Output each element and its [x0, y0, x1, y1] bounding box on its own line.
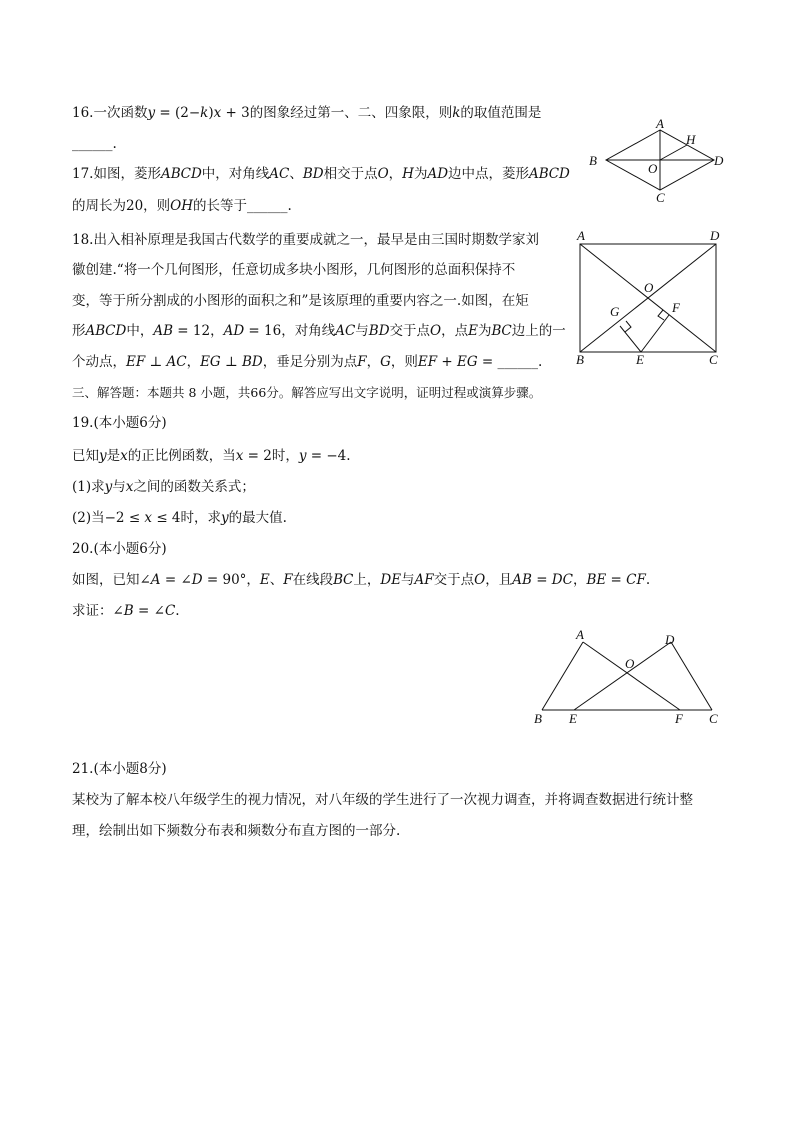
section-3-heading: 三、解答题：本题共 8 小题，共66分。解答应写出文字说明，证明过程或演算步骤。 [72, 385, 542, 400]
segment-de [574, 642, 671, 710]
q18-line-1: 18.出入相补原理是我国古代数学的重要成就之一，最早是由三国时期数学家刘 [72, 232, 539, 248]
segment-eg [620, 326, 641, 352]
q19-part-1: (1)求𝑦与𝑥之间的函数关系式； [72, 479, 255, 495]
q21-header: 21.(本小题8分) [72, 761, 167, 777]
q20-prove: 求证：∠𝐵 = ∠𝐶. [72, 603, 180, 619]
label-o: O [648, 161, 658, 176]
label-e: E [636, 352, 644, 367]
right-angle-f [658, 310, 664, 320]
q20-header: 20.(本小题6分) [72, 541, 167, 557]
label-o: O [625, 656, 635, 671]
right-angle-g [625, 321, 631, 332]
label-d: D [714, 153, 724, 168]
q17-line-1: 17.如图，菱形𝐴𝐵𝐶𝐷中，对角线𝐴𝐶、𝐵𝐷相交于点𝑂，𝐻为𝐴𝐷边中点，菱形𝐴𝐵𝐶𝐷 [72, 166, 570, 182]
label-f: F [675, 711, 683, 726]
label-d: D [710, 228, 720, 243]
q18-line-3: 变，等于所分割成的小图形的面积之和”是该原理的重要内容之一.如图，在矩 [72, 293, 529, 309]
q17-line-2: 的周长为20，则𝑂𝐻的长等于______. [72, 198, 292, 214]
segment-ef [641, 315, 669, 352]
label-f: F [672, 300, 680, 315]
label-e: E [569, 711, 577, 726]
label-b: B [576, 352, 584, 367]
q19-header: 19.(本小题6分) [72, 415, 167, 431]
q18-rectangle-figure [568, 226, 736, 372]
label-a: A [656, 118, 664, 131]
q18-line-5: 个动点，𝐸𝐹 ⊥ 𝐴𝐶，𝐸𝐺 ⊥ 𝐵𝐷，垂足分别为点𝐹，𝐺，则𝐸𝐹 + 𝐸𝐺 = ______. [72, 354, 543, 370]
q20-triangles-figure [528, 626, 728, 730]
q19-stem: 已知𝑦是𝑥的正比例函数，当𝑥 = 2时，𝑦 = −4. [72, 448, 351, 464]
label-a: A [577, 228, 585, 243]
label-b: B [589, 153, 597, 168]
segment-ab [542, 642, 583, 710]
q21-line-1: 某校为了解本校八年级学生的视力情况，对八年级的学生进行了一次视力调查，并将调查数据进行统计整 [72, 792, 693, 808]
q16-line-2: ______. [72, 136, 117, 152]
q16-line-1: 16.一次函数𝑦 = (2−𝑘)𝑥 + 3的图象经过第一、二、四象限，则𝑘的取值范围是 [72, 105, 542, 121]
label-b: B [534, 711, 542, 726]
label-o: O [644, 280, 654, 295]
segment-af [583, 642, 680, 710]
label-h: H [686, 132, 696, 147]
q20-stem: 如图，已知∠𝐴 = ∠𝐷 = 90°，𝐸、𝐹在线段𝐵𝐶上，𝐷𝐸与𝐴𝐹交于点𝑂，且𝐴𝐵 = 𝐷𝐶，𝐵𝐸 = 𝐶𝐹. [72, 572, 651, 588]
segment-dc [671, 642, 712, 710]
segment-oh [660, 145, 687, 160]
q19-part-2: (2)当−2 ≤ 𝑥 ≤ 4时，求𝑦的最大值. [72, 510, 287, 526]
label-c: C [656, 190, 665, 205]
label-d: D [665, 632, 675, 647]
q17-rhombus-figure [580, 118, 740, 208]
q18-line-2: 徽创建.“将一个几何图形，任意切成多块小图形，几何图形的总面积保持不 [72, 262, 516, 278]
label-c: C [709, 352, 718, 367]
label-c: C [709, 711, 718, 726]
label-a: A [576, 627, 584, 642]
label-g: G [610, 304, 620, 319]
q21-line-2: 理，绘制出如下频数分布表和频数分布直方图的一部分. [72, 823, 401, 839]
q18-line-4: 形𝐴𝐵𝐶𝐷中，𝐴𝐵 = 12，𝐴𝐷 = 16，对角线𝐴𝐶与𝐵𝐷交于点𝑂，点𝐸为𝐵𝐶边上的一 [72, 323, 566, 339]
